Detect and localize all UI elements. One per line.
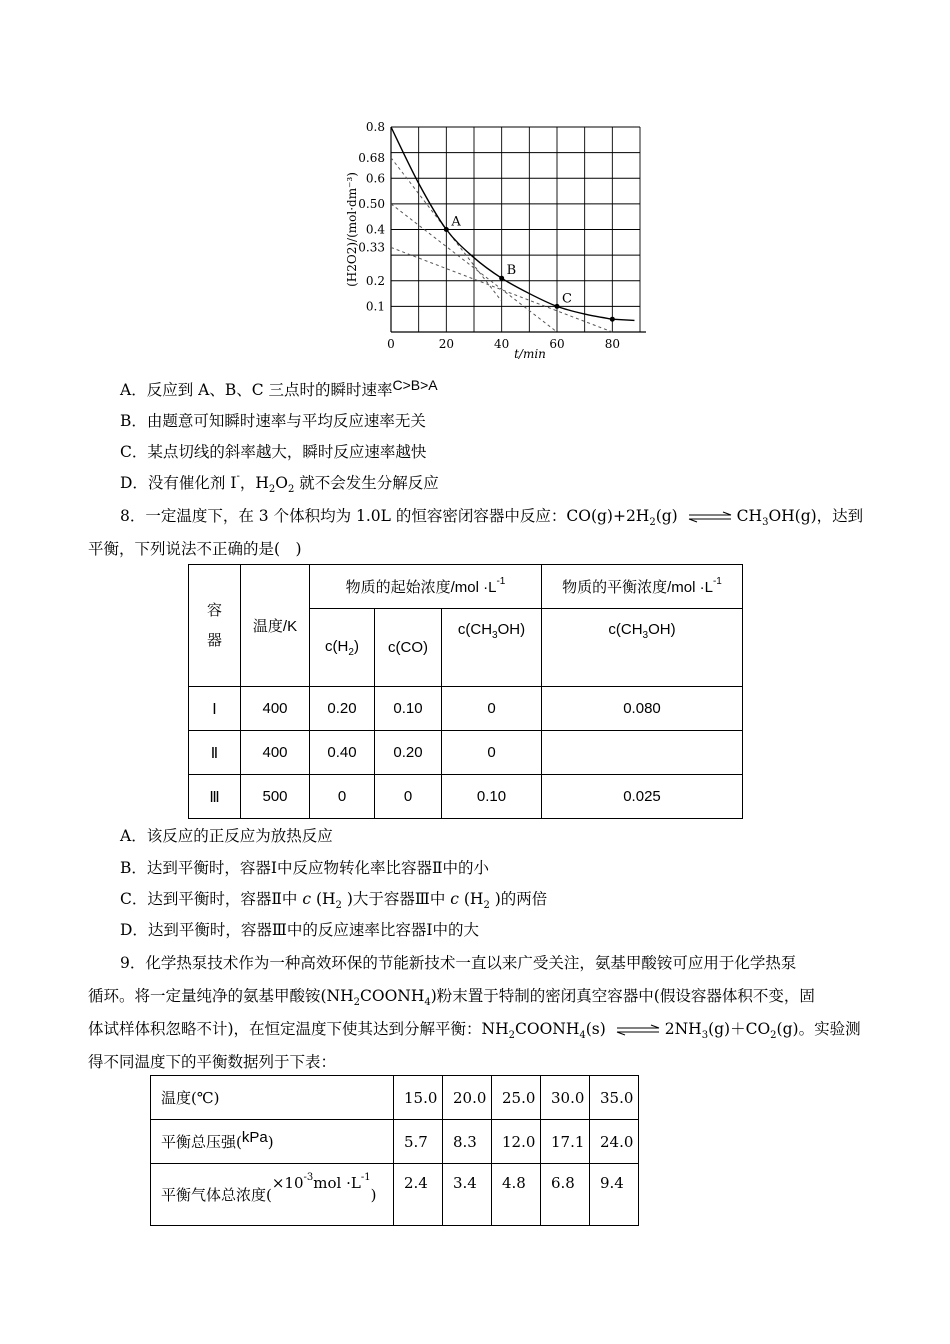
q9-line4: 得不同温度下的平衡数据列于下表： <box>88 1053 337 1071</box>
chart-ticks <box>358 120 620 351</box>
q9-line1: 9．化学热泵技术作为一种高效环保的节能新技术一直以来广受关注，氨基甲酸铵可应用于化学热泵 <box>120 954 797 972</box>
y-tick-label: 0.68 <box>358 150 385 165</box>
q8-stem: 8．一定温度下，在 3 个体积均为 1.0L 的恒容密闭容器中反应：$CO(g)+2H_2(g)$ $CH_3OH(g)$，达到 <box>120 507 864 529</box>
y-tick-label: 0.33 <box>358 240 385 255</box>
table-row: 平衡总压强(kPa) 5.7 8.3 12.0 17.1 24.0 <box>151 1120 639 1164</box>
q8-option-d: D．达到平衡时，容器Ⅲ中的反应速率比容器Ⅰ中的大 <box>120 921 479 939</box>
y-tick-label: 0.8 <box>365 120 385 134</box>
chart-grid <box>391 127 646 332</box>
table-row: 温度(℃) 15.0 20.0 25.0 30.0 35.0 <box>151 1076 639 1120</box>
table-row: Ⅲ 500 0 0 0.10 0.025 <box>189 775 743 819</box>
q7-option-c: C．某点切线的斜率越大，瞬时反应速率越快 <box>120 443 427 461</box>
subheader-eq-ch3oh: $c(CH_3OH)$ <box>542 609 743 687</box>
x-axis-label: t/min <box>514 347 546 361</box>
x-tick-label: 40 <box>494 337 510 351</box>
y-axis-label: (H2O2)/(mol·dm⁻³) <box>345 172 359 287</box>
q8-option-c: C．达到平衡时，容器Ⅱ中 c ($H_2$ )大于容器Ⅲ中 c ($H_2$ )的两倍 <box>120 890 548 912</box>
table-row: 平衡气体总浓度$(\times 10^{-3}mol \cdot L^{-1})$ 2.4 3.4 4.8 6.8 9.4 <box>151 1164 639 1226</box>
data-point <box>555 304 560 309</box>
header-container: 容器 <box>189 565 241 687</box>
table-row: Ⅱ 400 0.40 0.20 0 <box>189 731 743 775</box>
data-point <box>610 317 615 322</box>
y-tick-label: 0.50 <box>358 196 385 211</box>
equilibrium-arrow-icon <box>687 511 733 523</box>
q7-option-d: D．没有催化剂 I-，$H_2O_2$ 就不会发生分解反应 <box>120 471 439 496</box>
table-row: Ⅰ 400 0.20 0.10 0 0.080 <box>189 687 743 731</box>
y-tick-label: 0.1 <box>365 299 385 314</box>
q8-option-b: B．达到平衡时，容器Ⅰ中反应物转化率比容器Ⅱ中的小 <box>120 859 490 877</box>
q8-option-a: A．该反应的正反应为放热反应 <box>120 827 333 845</box>
y-tick-label: 0.6 <box>365 171 385 186</box>
concentration-time-chart <box>330 112 650 362</box>
header-start-conc: 物质的起始浓度$/mol \cdot L^{-1}$ <box>310 565 542 609</box>
y-tick-label: 0.4 <box>365 222 385 237</box>
x-tick-label: 60 <box>549 337 565 351</box>
q9-line3: 体试样体积忽略不计)，在恒定温度下使其达到分解平衡：$NH_2COONH_4(s)$ $2NH_3(g)+CO_2(g)$。实验测 <box>88 1020 861 1042</box>
y-tick-label: 0.2 <box>365 273 385 288</box>
point-label: A <box>451 214 461 230</box>
q7-option-a: A．反应到 A、B、C 三点时的瞬时速率C>B>A <box>120 377 438 399</box>
subheader-ch3oh: $c(CH_3OH)$ <box>442 609 542 687</box>
x-tick-label: 0 <box>387 337 395 351</box>
data-point <box>499 276 504 281</box>
subheader-co: c(CO) <box>375 609 442 687</box>
equilibrium-arrow-icon <box>615 1024 661 1036</box>
point-label: B <box>506 263 517 279</box>
point-label: C <box>562 291 572 307</box>
q8-table <box>188 564 743 819</box>
x-tick-label: 20 <box>438 337 454 351</box>
header-eq-conc: 物质的平衡浓度$/mol \cdot L^{-1}$ <box>542 565 743 609</box>
decay-curve <box>391 127 634 320</box>
q7-option-b: B．由题意可知瞬时速率与平均反应速率无关 <box>120 412 426 430</box>
x-tick-label: 80 <box>604 337 620 351</box>
header-temp: 温度/K <box>241 565 310 687</box>
q9-table <box>150 1075 639 1226</box>
q8-stem-line2: 平衡，下列说法不正确的是( ) <box>88 540 302 558</box>
subheader-h2: $c(H_2)$ <box>310 609 375 687</box>
q9-line2: 循环。将一定量纯净的氨基甲酸铵$(NH_2COONH_4)$粉末置于特制的密闭真空容器中(假设容器体积不变，固 <box>88 987 815 1009</box>
data-point <box>444 227 449 232</box>
